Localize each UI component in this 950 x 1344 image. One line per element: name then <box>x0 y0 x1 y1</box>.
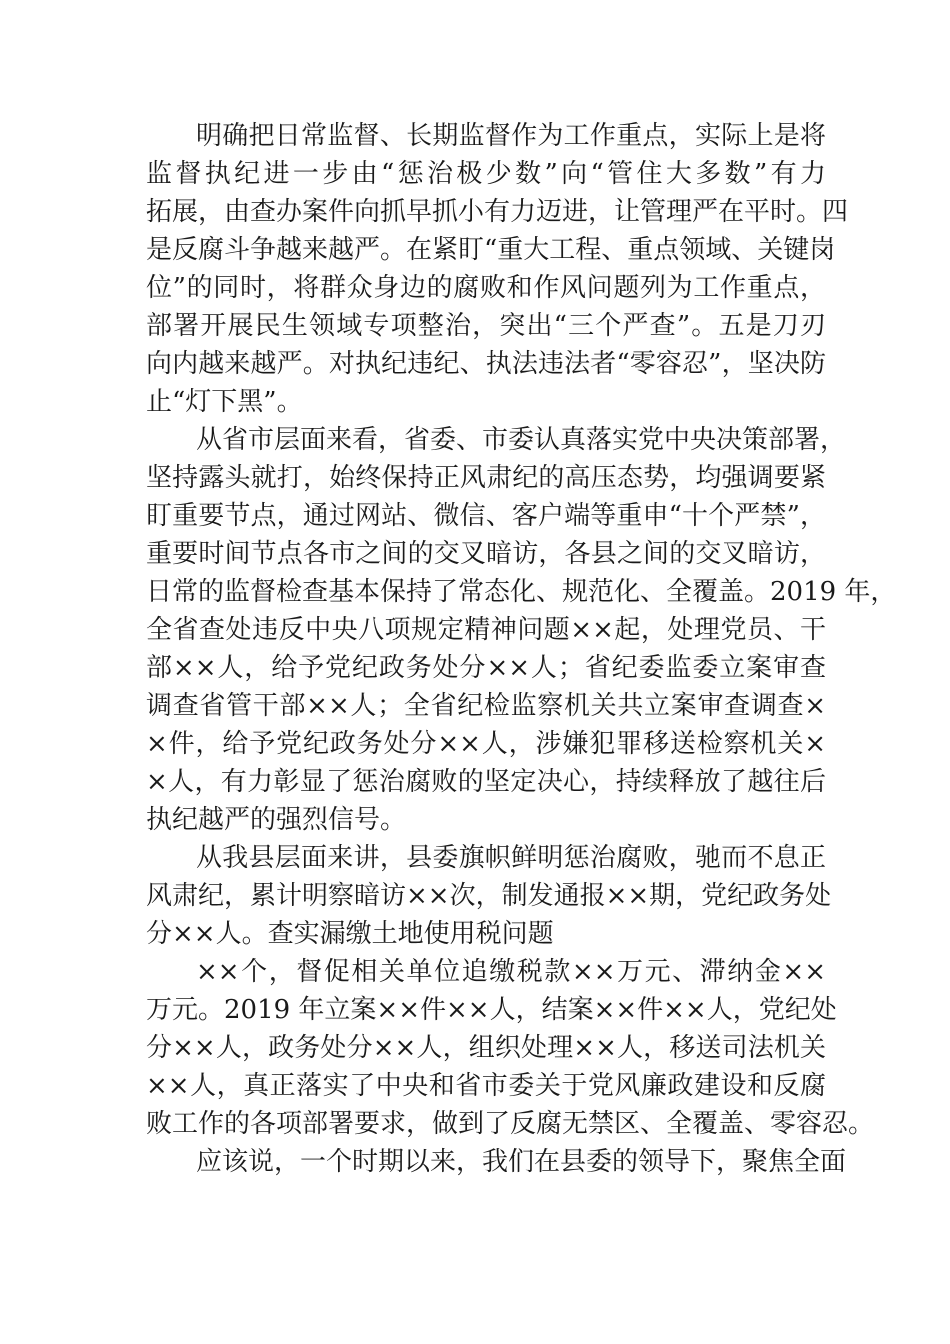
text-line: 监督执纪进一步由“惩治极少数”向“管住大多数”有力 <box>146 159 826 189</box>
text-line: 败工作的各项部署要求，做到了反腐无禁区、全覆盖、零容忍。 <box>146 1109 875 1139</box>
text-line: ××人，真正落实了中央和省市委关于党风廉政建设和反腐 <box>146 1071 826 1101</box>
text-line: ××个，督促相关单位追缴税款××万元、滞纳金×× <box>196 957 826 987</box>
text-line: 向内越来越严。对执纪违纪、执法违法者“零容忍”，坚决防 <box>146 349 826 379</box>
text-line: 从我县层面来讲，县委旗帜鲜明惩治腐败，驰而不息正 <box>196 843 826 873</box>
text-line: 部署开展民生领域专项整治，突出“三个严查”。五是刀刃 <box>146 311 826 341</box>
text-line: 分××人。查实漏缴土地使用税问题 <box>146 919 554 949</box>
text-line: 位”的同时，将群众身边的腐败和作风问题列为工作重点， <box>146 273 826 303</box>
text-line: 调查省管干部××人；全省纪检监察机关共立案审查调查× <box>146 691 826 721</box>
text-line: 坚持露头就打，始终保持正风肃纪的高压态势，均强调要紧 <box>146 463 826 493</box>
text-line: 明确把日常监督、长期监督作为工作重点，实际上是将 <box>196 121 826 151</box>
text-line: 从省市层面来看，省委、市委认真落实党中央决策部署， <box>196 425 847 455</box>
text-line: 盯重要节点，通过网站、微信、客户端等重申“十个严禁”， <box>146 501 826 531</box>
text-line: 重要时间节点各市之间的交叉暗访，各县之间的交叉暗访， <box>146 539 826 569</box>
text-line: ×件，给予党纪政务处分××人，涉嫌犯罪移送检察机关× <box>146 729 826 759</box>
text-line: ×人，有力彰显了惩治腐败的坚定决心，持续释放了越往后 <box>146 767 826 797</box>
text-line: 应该说，一个时期以来，我们在县委的领导下，聚焦全面 <box>196 1147 847 1177</box>
text-line: 止“灯下黑”。 <box>146 387 303 417</box>
text-line: 拓展，由查办案件向抓早抓小有力迈进，让管理严在平时。四 <box>146 197 849 227</box>
text-line: 风肃纪，累计明察暗访××次，制发通报××期，党纪政务处 <box>146 881 832 911</box>
text-line: 分××人，政务处分××人，组织处理××人，移送司法机关 <box>146 1033 826 1063</box>
text-line: 执纪越严的强烈信号。 <box>146 805 407 835</box>
text-line: 是反腐斗争越来越严。在紧盯“重大工程、重点领域、关键岗 <box>146 235 836 265</box>
text-line: 日常的监督检查基本保持了常态化、规范化、全覆盖。2019 年， <box>146 577 897 607</box>
text-line: 全省查处违反中央八项规定精神问题××起，处理党员、干 <box>146 615 826 645</box>
text-line: 部××人，给予党纪政务处分××人；省纪委监委立案审查 <box>146 653 826 683</box>
text-line: 万元。2019 年立案××件××人，结案××件××人，党纪处 <box>146 995 837 1025</box>
